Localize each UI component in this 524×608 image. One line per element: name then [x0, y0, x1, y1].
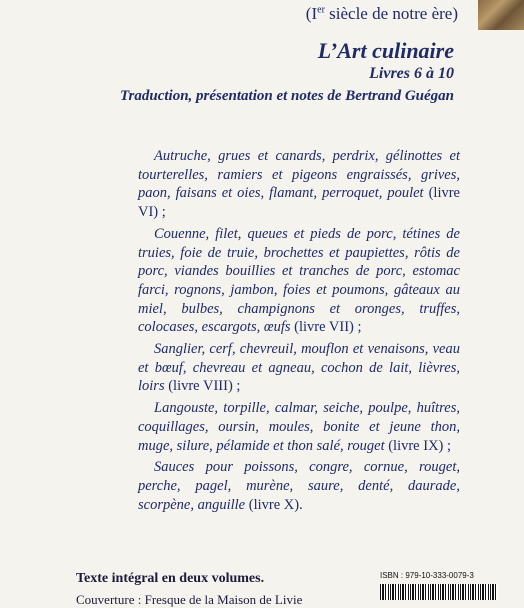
paragraph-livre-x: Sauces pour poissons, congre, cornue, rouget, perche, pagel, murène, saure, denté, daurade, scorpène, anguille (livre X). — [138, 459, 460, 513]
recipe-summary — [138, 147, 460, 517]
century-subtitle: (Ier siècle de notre ère) — [305, 4, 458, 23]
book-title: L’Art culinaire — [317, 38, 454, 63]
edition-note: Texte intégral en deux volumes. — [76, 571, 265, 586]
translator-credit: Traduction, présentation et notes de Bertrand Guégan — [119, 88, 454, 104]
cover-fresco-image — [478, 0, 524, 30]
paragraph-livre-vii: Couenne, filet, queues et pieds de porc, tétines de truies, foie de truie, brochettes et paupiettes, rôtis de porc, viandes bouillies et tranches de porc, estomac farci, rognons, jambon, foies et poumons, gâteaux au miel, bulbes, champignons et oronges, truffes, colocases, escargots, œufs (livre VII) ; — [138, 225, 460, 336]
paragraph-livre-ix: Langouste, torpille, calmar, seiche, poulpe, huîtres, coquillages, oursin, moules, bonite et jeune thon, muge, silure, pélamide et thon salé, rouget (livre IX) ; — [138, 400, 460, 454]
barcode — [380, 584, 498, 600]
isbn-label: ISBN : 979-10-333-0079-3 — [380, 571, 474, 580]
books-range: Livres 6 à 10 — [369, 65, 454, 82]
paragraph-livre-viii: Sanglier, cerf, chevreuil, mouflon et venaisons, veau et bœuf, chevreau et agneau, cochon de lait, lièvres, loirs (livre VIII) ; — [138, 341, 460, 395]
cover-credit: Couverture : Fresque de la Maison de Livie — [76, 592, 303, 607]
paragraph-livre-vi: Autruche, grues et canards, perdrix, gélinottes et tourterelles, ramiers et pigeons engraissés, grives, paon, faisans et oies, flamant, perroquet, poulet (livre VI) ; — [138, 148, 460, 221]
